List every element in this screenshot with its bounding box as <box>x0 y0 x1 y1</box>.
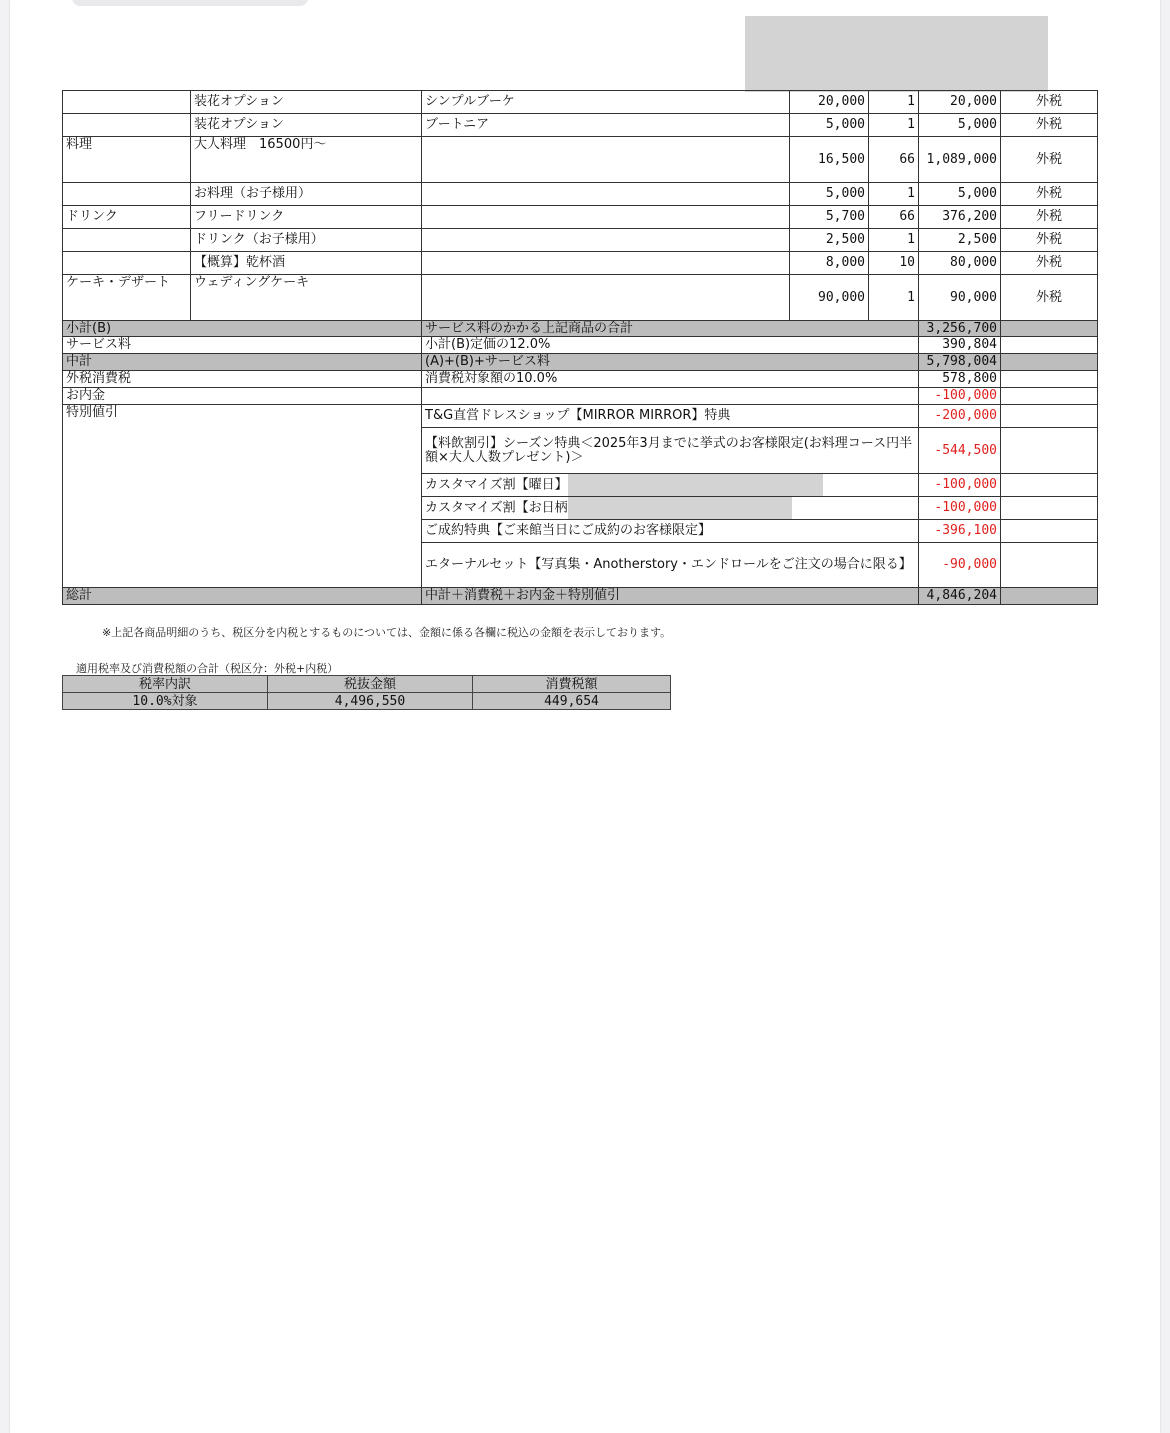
discount-desc: カスタマイズ割【お日柄 <box>425 500 568 516</box>
item-detail <box>422 183 790 206</box>
discount-desc: カスタマイズ割【曜日】 <box>425 477 568 493</box>
quantity: 66 <box>869 137 919 183</box>
tax-type: 外税 <box>1001 229 1098 252</box>
quantity: 1 <box>869 114 919 137</box>
unit-price: 5,000 <box>790 183 869 206</box>
blank-cell <box>1001 321 1098 337</box>
blank-cell <box>1001 354 1098 371</box>
amount: 80,000 <box>919 252 1001 275</box>
subtotal-b-amount: 3,256,700 <box>919 321 1001 337</box>
top-tab-edge <box>72 0 308 6</box>
deposit-amount: -100,000 <box>919 388 1001 405</box>
discount-amount: -200,000 <box>919 405 1001 428</box>
items-table <box>62 90 1098 321</box>
quantity: 1 <box>869 91 919 114</box>
blank-cell <box>1001 474 1098 497</box>
total-row <box>63 588 1098 605</box>
item-detail <box>422 137 790 183</box>
total-label: 総計 <box>63 588 422 605</box>
tax-type: 外税 <box>1001 91 1098 114</box>
blank-cell <box>1001 371 1098 388</box>
rate-value-row <box>63 693 671 710</box>
tax-desc: 消費税対象額の10.0% <box>422 371 919 388</box>
subtotal-b-desc: サービス料のかかる上記商品の合計 <box>422 321 919 337</box>
subtotal-b-row <box>63 321 1098 337</box>
quantity: 1 <box>869 275 919 321</box>
discount-amount: -90,000 <box>919 543 1001 588</box>
blank-cell <box>1001 405 1098 428</box>
service-amount: 390,804 <box>919 337 1001 354</box>
tax-type: 外税 <box>1001 114 1098 137</box>
item-row <box>63 252 1098 275</box>
item-detail <box>422 229 790 252</box>
total-amount: 4,846,204 <box>919 588 1001 605</box>
midtotal-desc: (A)+(B)+サービス料 <box>422 354 919 371</box>
document-page <box>10 0 1160 1433</box>
discount-amount: -100,000 <box>919 474 1001 497</box>
discount-label: 特別値引 <box>63 405 422 588</box>
midtotal-row <box>63 354 1098 371</box>
amount: 1,089,000 <box>919 137 1001 183</box>
tax-label: 外税消費税 <box>63 371 422 388</box>
unit-price: 5,000 <box>790 114 869 137</box>
amount: 5,000 <box>919 183 1001 206</box>
quantity: 1 <box>869 183 919 206</box>
redacted-text <box>568 497 792 519</box>
rate-section-title: 適用税率及び消費税額の合計（税区分：外税+内税） <box>76 662 339 675</box>
summary-table <box>62 320 1098 605</box>
item-detail: ブートニア <box>422 114 790 137</box>
rate-value-cell: 4,496,550 <box>268 693 473 710</box>
blank-cell <box>1001 520 1098 543</box>
redacted-text <box>568 474 823 496</box>
deposit-row <box>63 388 1098 405</box>
amount: 90,000 <box>919 275 1001 321</box>
item-row <box>63 275 1098 321</box>
midtotal-label: 中計 <box>63 354 422 371</box>
tax-row <box>63 371 1098 388</box>
item-row <box>63 137 1098 183</box>
tax-type: 外税 <box>1001 275 1098 321</box>
rate-value-cell: 449,654 <box>473 693 671 710</box>
amount: 5,000 <box>919 114 1001 137</box>
blank-cell <box>1001 497 1098 520</box>
item-name: 装花オプション <box>191 91 422 114</box>
service-label: サービス料 <box>63 337 422 354</box>
category-cell <box>63 114 191 137</box>
category-cell: 料理 <box>63 137 191 183</box>
amount: 2,500 <box>919 229 1001 252</box>
tax-rate-table <box>62 675 671 710</box>
quantity: 10 <box>869 252 919 275</box>
item-row <box>63 183 1098 206</box>
tax-type: 外税 <box>1001 252 1098 275</box>
discount-desc-cell <box>422 497 919 520</box>
unit-price: 2,500 <box>790 229 869 252</box>
rate-header-row <box>63 676 671 693</box>
blank-cell <box>1001 388 1098 405</box>
tax-amount: 578,800 <box>919 371 1001 388</box>
item-row <box>63 114 1098 137</box>
rate-value-cell: 10.0%対象 <box>63 693 268 710</box>
unit-price: 20,000 <box>790 91 869 114</box>
amount: 20,000 <box>919 91 1001 114</box>
redacted-header-block <box>745 16 1048 92</box>
tax-type: 外税 <box>1001 206 1098 229</box>
discount-amount: -100,000 <box>919 497 1001 520</box>
quantity: 66 <box>869 206 919 229</box>
item-name: ドリンク（お子様用） <box>191 229 422 252</box>
item-row <box>63 91 1098 114</box>
item-name: お料理（お子様用） <box>191 183 422 206</box>
category-cell <box>63 229 191 252</box>
unit-price: 16,500 <box>790 137 869 183</box>
tax-type: 外税 <box>1001 137 1098 183</box>
amount: 376,200 <box>919 206 1001 229</box>
tax-type: 外税 <box>1001 183 1098 206</box>
rate-header-cell: 税抜金額 <box>268 676 473 693</box>
discount-desc-cell <box>422 474 919 497</box>
category-cell <box>63 183 191 206</box>
discount-desc: T&G直営ドレスショップ【MIRROR MIRROR】特典 <box>422 405 919 428</box>
item-row <box>63 206 1098 229</box>
item-detail <box>422 252 790 275</box>
total-desc: 中計＋消費税＋お内金＋特別値引 <box>422 588 919 605</box>
blank-cell <box>1001 428 1098 474</box>
discount-amount: -544,500 <box>919 428 1001 474</box>
service-row <box>63 337 1098 354</box>
midtotal-amount: 5,798,004 <box>919 354 1001 371</box>
category-cell <box>63 252 191 275</box>
category-cell: ケーキ・デザート <box>63 275 191 321</box>
deposit-desc <box>422 388 919 405</box>
deposit-label: お内金 <box>63 388 422 405</box>
unit-price: 90,000 <box>790 275 869 321</box>
rate-header-cell: 消費税額 <box>473 676 671 693</box>
discount-amount: -396,100 <box>919 520 1001 543</box>
discount-desc: エターナルセット【写真集・Anotherstory・エンドロールをご注文の場合に限る】 <box>422 543 919 588</box>
item-name: 【概算】乾杯酒 <box>191 252 422 275</box>
item-name: 大人料理 16500円～ <box>191 137 422 183</box>
category-cell <box>63 91 191 114</box>
service-desc: 小計(B)定価の12.0% <box>422 337 919 354</box>
subtotal-b-label: 小計(B) <box>63 321 422 337</box>
item-name: 装花オプション <box>191 114 422 137</box>
unit-price: 5,700 <box>790 206 869 229</box>
item-name: ウェディングケーキ <box>191 275 422 321</box>
rate-header-cell: 税率内訳 <box>63 676 268 693</box>
unit-price: 8,000 <box>790 252 869 275</box>
category-cell: ドリンク <box>63 206 191 229</box>
quantity: 1 <box>869 229 919 252</box>
discount-row <box>63 405 1098 428</box>
item-detail <box>422 275 790 321</box>
item-detail <box>422 206 790 229</box>
discount-desc: ご成約特典【ご来館当日にご成約のお客様限定】 <box>422 520 919 543</box>
item-row <box>63 229 1098 252</box>
item-detail: シンプルブーケ <box>422 91 790 114</box>
blank-cell <box>1001 337 1098 354</box>
discount-desc: 【料飲割引】シーズン特典＜2025年3月までに挙式のお客様限定(お料理コース円半額×大人人数プレゼント)＞ <box>422 428 919 474</box>
blank-cell <box>1001 543 1098 588</box>
blank-cell <box>1001 588 1098 605</box>
tax-note: ※上記各商品明細のうち、税区分を内税とするものについては、金額に係る各欄に税込の金額を表示しております。 <box>102 626 672 639</box>
item-name: フリードリンク <box>191 206 422 229</box>
